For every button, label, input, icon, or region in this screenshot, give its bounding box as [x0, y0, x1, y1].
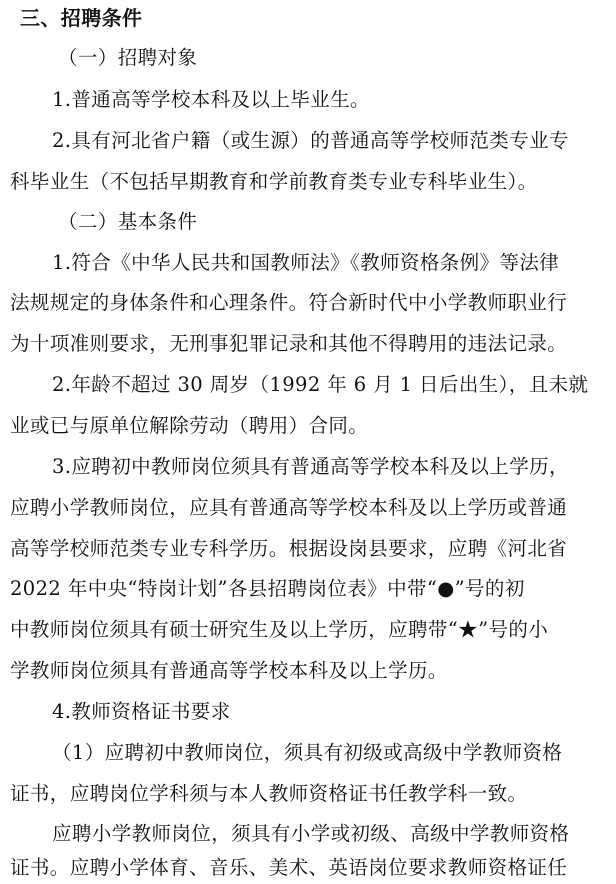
- subsection-heading: （二）基本条件: [58, 210, 198, 233]
- paragraph-line: 1.普通高等学校本科及以上毕业生。: [52, 88, 370, 111]
- paragraph-line: 证书。应聘小学体育、音乐、美术、英语岗位要求教师资格证任: [10, 856, 568, 879]
- paragraph-line: 为十项准则要求，无刑事犯罪记录和其他不得聘用的违法记录。: [10, 332, 568, 355]
- paragraph-line: 应聘小学教师岗位，应具有普通高等学校本科及以上学历或普通: [10, 496, 568, 519]
- paragraph-line: 科毕业生（不包括早期教育和学前教育类专业专科毕业生）。: [10, 170, 538, 193]
- paragraph-line: 2.年龄不超过 30 周岁（1992 年 6 月 1 日后出生），且未就: [52, 373, 589, 396]
- section-heading: 三、招聘条件: [20, 6, 143, 30]
- paragraph-line: 证书，应聘岗位学科须与本人教师资格证书任教学科一致。: [10, 782, 528, 805]
- paragraph-line: 3.应聘初中教师岗位须具有普通高等学校本科及以上学历，: [52, 455, 569, 478]
- subsection-heading: （一）招聘对象: [58, 46, 198, 69]
- paragraph-line: 高等学校师范类专业专科学历。根据设岗县要求，应聘《河北省: [10, 537, 568, 560]
- paragraph-line: 学教师岗位须具有普通高等学校本科及以上学历。: [10, 659, 448, 682]
- paragraph-line: 业或已与原单位解除劳动（聘用）合同。: [10, 414, 369, 437]
- paragraph-line: 2.具有河北省户籍（或生源）的普通高等学校师范类专业专: [52, 129, 569, 152]
- paragraph-line: 中教师岗位须具有硕士研究生及以上学历，应聘带“★”号的小: [10, 618, 549, 641]
- paragraph-line: 法规规定的身体条件和心理条件。符合新时代中小学教师职业行: [10, 291, 568, 314]
- paragraph-line: 应聘小学教师岗位，须具有小学或初级、高级中学教师资格: [52, 822, 570, 845]
- paragraph-line: 1.符合《中华人民共和国教师法》《教师资格条例》等法律: [52, 251, 560, 274]
- subsection-heading: 4.教师资格证书要求: [52, 700, 231, 723]
- paragraph-line: 2022 年中央“特岗计划”各县招聘岗位表》中带“●”号的初: [10, 577, 525, 600]
- paragraph-line: （1）应聘初中教师岗位，须具有初级或高级中学教师资格: [52, 741, 563, 764]
